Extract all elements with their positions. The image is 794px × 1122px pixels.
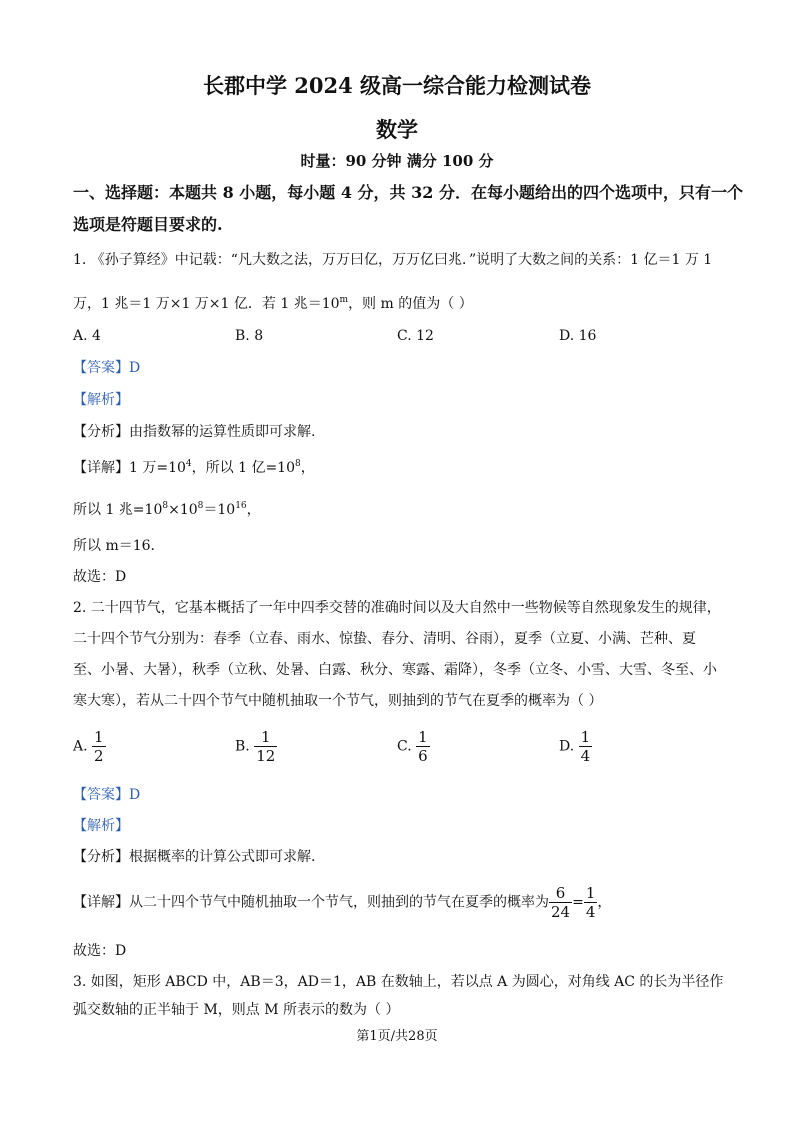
q2-option-c-label: C. [397,738,412,755]
q2-stem-line4: 寒大寒），若从二十四个节气中随机抽取一个节气，则抽到的节气在夏季的概率为（ ） [73,693,603,709]
q1-step2-b: ×10 [168,502,198,518]
q1-option-a: A. 4 [73,328,101,344]
q1-stem-text-b: ，则 m 的值为（ ） [348,296,473,312]
q1-detail-sup1: 4 [185,459,192,469]
q2-fenxi: 【分析】根据概率的计算公式即可求解. [73,849,316,865]
q2-stem-line3: 至、小暑、大暑），秋季（立秋、处暑、白露、秋分、寒露、霜降），冬季（立冬、小雪、大雪、冬至、小 [73,662,717,678]
q2-detail-f1-num: 6 [555,884,566,902]
q2-option-b-num: 1 [260,728,271,746]
q1-step3: 所以 m＝16． [73,538,165,554]
section-heading-line1: 一、选择题：本题共 8 小题，每小题 4 分，共 32 分．在每小题给出的四个选项中，只有一个 [73,183,743,202]
q2-detail [73,884,611,921]
q1-detail-b: ，所以 1 亿=10 [191,460,295,476]
q2-detail-fraction1 [549,884,572,921]
q1-answer-text: 【答案】D [73,360,141,376]
q2-detail-f2-num: 1 [585,884,596,902]
q1-choose: 故选：D [73,569,127,585]
q2-option-d-den: 4 [580,747,591,765]
q1-detail-sup2: 8 [295,459,301,469]
q1-analysis-tag: 【解析】 [73,392,129,408]
subject-title: 数学 [376,117,418,142]
q1-detail-a: 【详解】1 万=10 [73,460,186,476]
q1-stem-line2 [73,294,473,314]
q2-answer [73,785,140,805]
q1-fenxi: 【分析】由指数幂的运算性质即可求解. [73,424,316,440]
q1-step2-c: ＝10 [203,502,236,518]
q1-detail [73,458,315,478]
q1-step2-sup2: 8 [197,501,204,511]
q1-step2-a: 所以 1 兆=10 [73,502,163,518]
q1-option-b: B. 8 [235,328,264,344]
q2-detail-eq: = [572,894,584,911]
q2-option-b [235,728,277,765]
q1-option-d: D. 16 [559,328,597,344]
q2-detail-fraction2 [584,884,598,921]
q2-option-b-fraction [254,728,277,765]
q2-option-d [559,728,592,765]
q1-exponent: m [339,295,349,305]
q1-option-c: C. 12 [397,328,434,344]
q2-option-a-label: A. [73,738,88,755]
q1-step2-sup3: 16 [235,501,247,511]
q2-stem-line1: 2. 二十四节气，它基本概括了一年中四季交替的准确时间以及大自然中一些物候等自然现象发生的规律， [73,600,721,616]
q2-analysis-tag: 【解析】 [73,818,129,834]
q2-detail-f1-den: 24 [551,903,571,921]
q2-option-d-label: D. [559,738,575,755]
q2-detail-a: 【详解】从二十四个节气中随机抽取一个节气，则抽到的节气在夏季的概率为 [73,894,549,911]
q2-option-b-den: 12 [256,747,276,765]
q1-step2 [73,500,261,520]
q1-answer [73,358,140,378]
q1-step2-d: ， [246,502,261,518]
q2-option-b-label: B. [235,738,250,755]
q2-answer-text: 【答案】D [73,787,141,803]
q2-option-c [397,728,430,765]
q2-option-a [73,728,106,765]
q2-choose: 故选：D [73,943,127,959]
exam-title: 长郡中学 2024 级高一综合能力检测试卷 [202,73,592,98]
page-footer: 第1页/共28页 [356,1029,438,1044]
q2-detail-f2-den: 4 [585,903,596,921]
q3-stem-line1: 3. 如图，矩形 ABCD 中，AB＝3，AD＝1，AB 在数轴上，若以点 A 为圆心，对角线 AC 的长为半径作 [73,974,724,990]
q1-step2-sup1: 8 [162,501,169,511]
q1-detail-c: ， [300,460,315,476]
section-heading-line2: 选项是符题目要求的. [73,215,223,234]
q2-option-d-num: 1 [580,728,591,746]
q1-stem-line1: 1. 《孙子算经》中记载：“凡大数之法，万万曰亿，万万亿曰兆．”说明了大数之间的关系：1 亿＝1 万 1 [73,252,713,268]
q2-option-a-fraction [92,728,106,765]
q2-detail-end: ， [597,894,612,911]
q2-option-c-num: 1 [418,728,428,746]
q2-option-c-den: 6 [418,747,428,765]
q2-option-c-fraction [416,728,430,765]
q2-option-a-den: 2 [94,747,104,765]
time-score-line: 时量：90 分钟 满分 100 分 [300,152,494,170]
q1-stem-text-a: 万，1 兆＝1 万×1 万×1 亿．若 1 兆＝10 [73,296,340,312]
q2-stem-line2: 二十四个节气分别为：春季（立春、雨水、惊蛰、春分、清明、谷雨），夏季（立夏、小满、芒种、夏 [73,631,696,647]
q2-option-d-fraction [579,728,593,765]
q2-option-a-num: 1 [94,728,104,746]
q3-stem-line2: 弧交数轴的正半轴于 M，则点 M 所表示的数为（ ） [73,1002,400,1018]
